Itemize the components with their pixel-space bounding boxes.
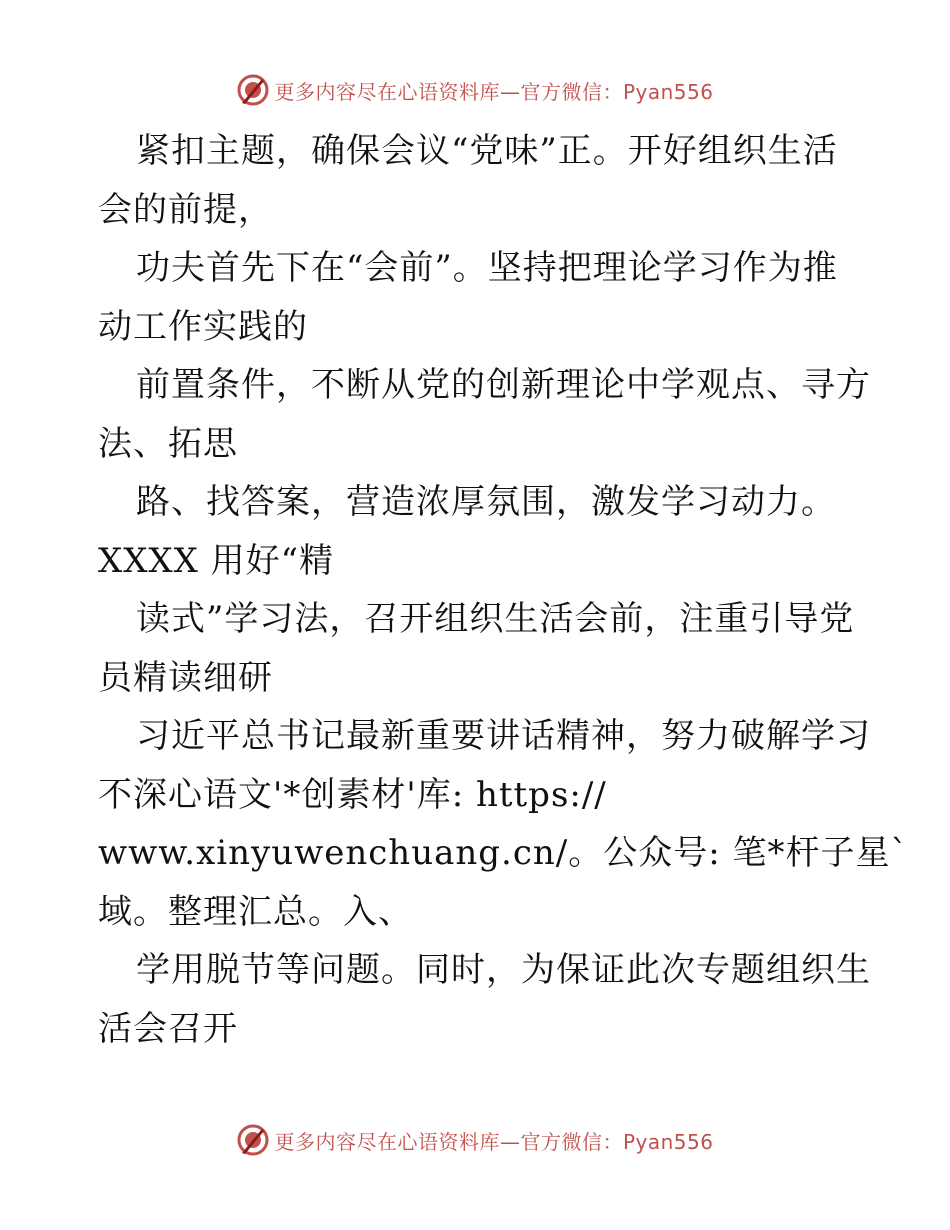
header-watermark-text: 更多内容尽在心语资料库—官方微信：Pyan556 [274,79,714,104]
body-line: 紧扣主题，确保会议“党味”正。开好组织生活 [136,131,838,171]
body-line: 读式”学习法，召开组织生活会前，注重引导党 [136,599,855,639]
body-line: 域。整理汇总。入、 [98,891,413,932]
document-body [98,122,909,1058]
body-line: 学用脱节等问题。同时，为保证此次专题组织生 [136,950,871,990]
header-watermark-banner [0,70,950,110]
body-line: www.xinyuwenchuang.cn/。公众号: 笔*杆子星` [98,833,909,873]
quill-emblem-icon [236,1123,270,1157]
body-line: 习近平总书记最新重要讲话精神，努力破解学习 [136,716,871,756]
body-line: 员精读细研 [98,657,273,698]
body-line: 会的前提， [98,189,273,230]
body-line: 活会召开 [98,1008,238,1049]
body-line: 法、拓思 [98,423,238,464]
body-line: 前置条件，不断从党的创新理论中学观点、寻方 [136,365,871,405]
footer-watermark-banner [0,1120,950,1160]
body-line: 动工作实践的 [98,306,308,347]
body-line: 功夫首先下在“会前”。坚持把理论学习作为推 [136,248,838,288]
footer-watermark-text: 更多内容尽在心语资料库—官方微信：Pyan556 [274,1129,714,1154]
body-line: 路、找答案，营造浓厚氛围，激发学习动力。 [136,482,836,522]
body-line: XXXX 用好“精 [98,540,335,581]
body-line: 不深心语文'*创素材'库: https:// [98,774,607,815]
quill-emblem-icon [236,73,270,107]
